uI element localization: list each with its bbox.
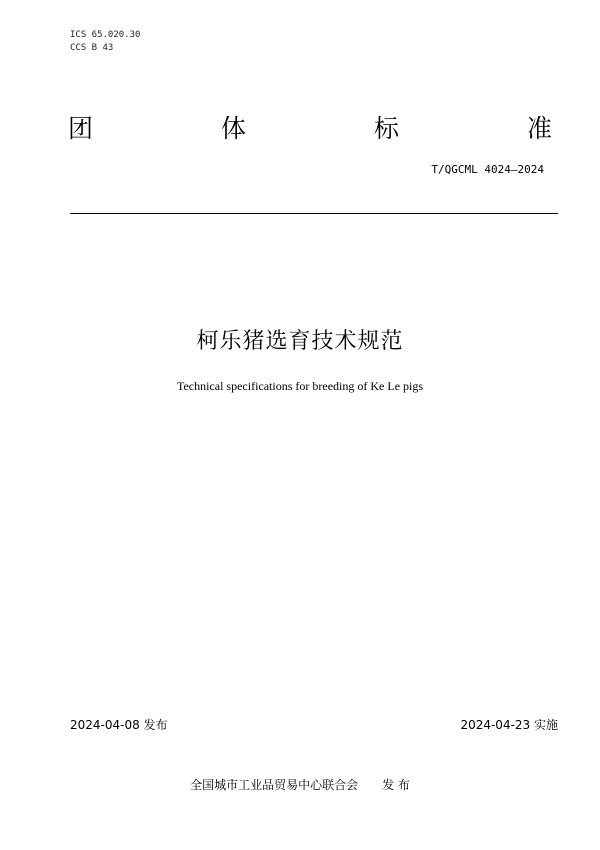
publish-date: 2024-04-08 发布: [70, 718, 168, 732]
standard-type-char: 体: [220, 114, 246, 143]
standard-type-char: 标: [373, 114, 399, 143]
ics-code: ICS 65.020.30: [70, 30, 141, 40]
publisher-action: 发 布: [382, 778, 410, 792]
document-title-en: Technical specifications for breeding of Ke Le pigs: [176, 379, 424, 393]
header-divider: [70, 213, 558, 214]
ccs-code: CCS B 43: [70, 43, 114, 53]
standard-type-char: 团: [68, 114, 94, 143]
implement-date: 2024-04-23 实施: [460, 718, 558, 732]
document-title-cn: 柯乐猪选育技术规范: [196, 329, 404, 354]
standard-type-heading: [68, 113, 552, 145]
standard-code: T/QGCML 4024—2024: [431, 163, 544, 176]
publisher-line: [0, 776, 600, 793]
classification-codes: [70, 29, 140, 55]
standard-type-char: 准: [526, 114, 552, 143]
publisher-org: 全国城市工业品贸易中心联合会: [190, 778, 359, 792]
